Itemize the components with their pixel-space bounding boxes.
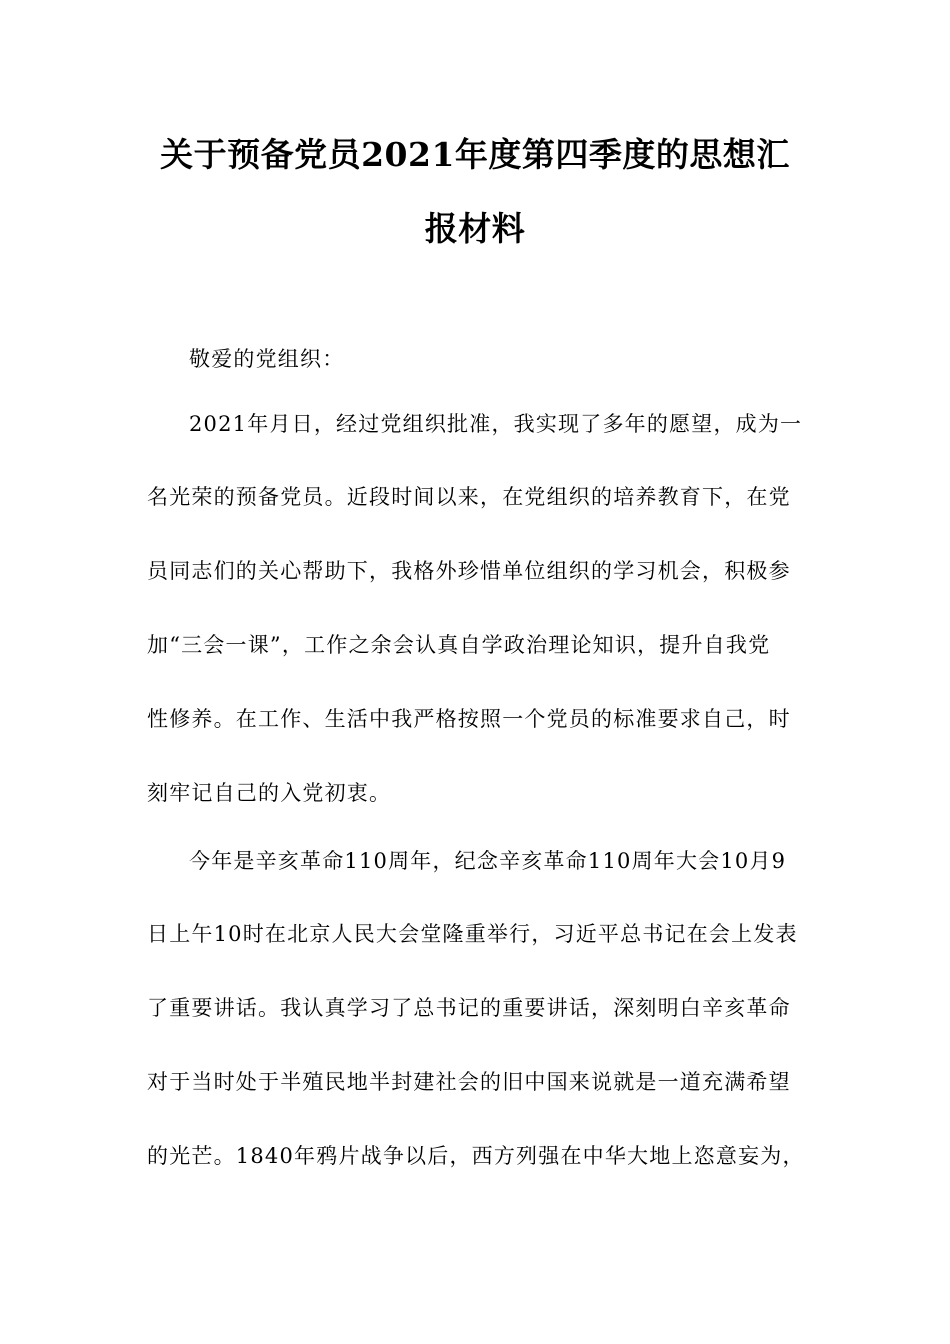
document-title-line-1: 关于预备党员2021年度第四季度的思想汇 <box>160 135 790 174</box>
paragraph-2-line: 对于当时处于半殖民地半封建社会的旧中国来说就是一道充满希望 <box>147 1070 791 1094</box>
paragraph-1-line: 刻牢记自己的入党初衷。 <box>147 781 392 805</box>
salutation: 敬爱的党组织： <box>189 347 345 371</box>
paragraph-2-line: 的光芒。1840年鸦片战争以后，西方列强在中华大地上恣意妄为， <box>147 1144 805 1168</box>
paragraph-2-line: 了重要讲话。我认真学习了总书记的重要讲话，深刻明白辛亥革命 <box>147 996 791 1020</box>
document-title-line-2: 报材料 <box>424 209 526 248</box>
paragraph-2-line: 今年是辛亥革命110周年，纪念辛亥革命110周年大会10月9 <box>189 849 787 873</box>
paragraph-1-line: 2021年月日，经过党组织批准，我实现了多年的愿望，成为一 <box>189 412 803 436</box>
paragraph-2-line: 日上午10时在北京人民大会堂隆重举行，习近平总书记在会上发表 <box>147 922 798 946</box>
paragraph-1-line: 员同志们的关心帮助下，我格外珍惜单位组织的学习机会，积极参 <box>147 559 791 583</box>
paragraph-1-line: 性修养。在工作、生活中我严格按照一个党员的标准要求自己，时 <box>147 707 791 731</box>
paragraph-1-line: 加“三会一课”，工作之余会认真自学政治理论知识，提升自我党 <box>147 633 771 657</box>
paragraph-1-line: 名光荣的预备党员。近段时间以来，在党组织的培养教育下，在党 <box>147 485 791 509</box>
